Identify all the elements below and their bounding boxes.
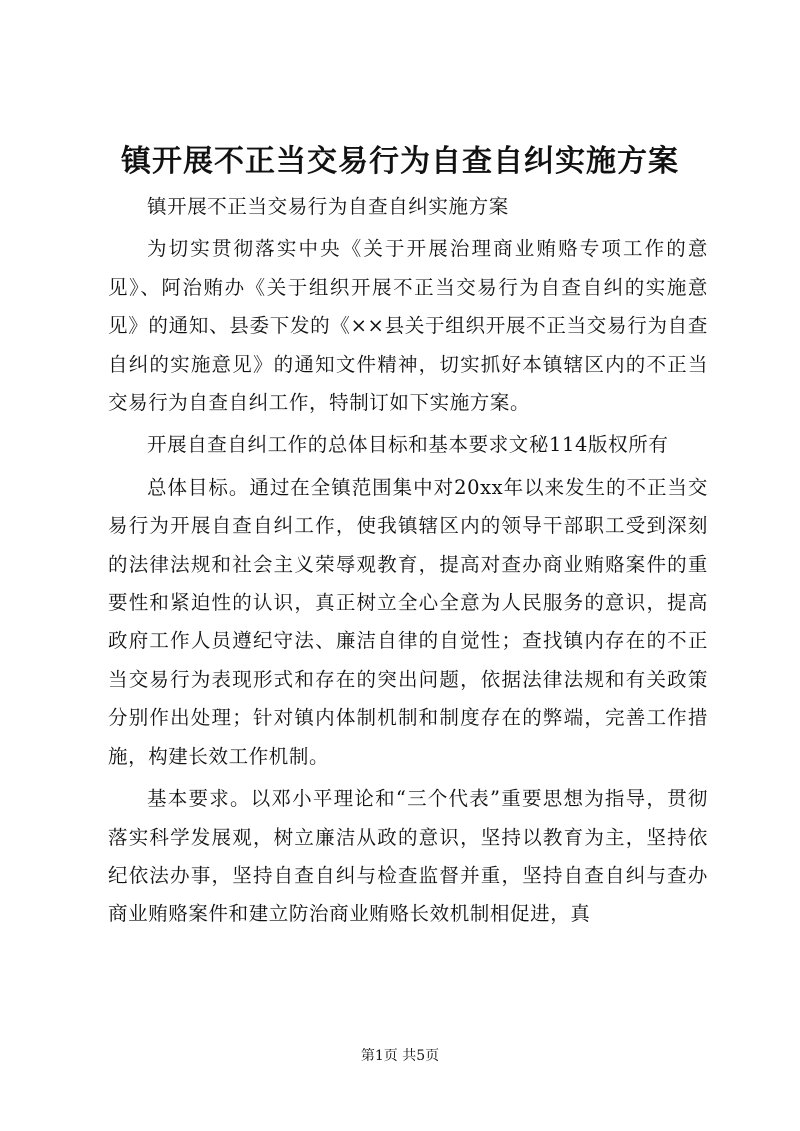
paragraph-intro: 为切实贯彻落实中央《关于开展治理商业贿赂专项工作的意见》、阿治贿办《关于组织开展不正当交易行为自查自纠的实施意见》的通知、县委下发的《××县关于组织开展不正当交易行为自查自纠的实施意见》的通知文件精神，切实抓好本镇辖区内的不正当交易行为自查自纠工作，特制订如下实施方案。 <box>108 237 708 415</box>
paragraph-basic-requirements: 基本要求。以邓小平理论和“三个代表”重要思想为指导，贯彻落实科学发展观，树立廉洁从政的意识，坚持以教育为主，坚持依纪依法办事，坚持自查自纠与检查监督并重，坚持自查自纠与查办商业贿赂案件和建立防治商业贿赂长效机制相促进，真 <box>108 787 708 926</box>
paragraph-overall-goal: 总体目标。通过在全镇范围集中对20xx年以来发生的不正当交易行为开展自查自纠工作，使我镇辖区内的领导干部职工受到深刻的法律法规和社会主义荣辱观教育，提高对查办商业贿赂案件的重要性和紧迫性的认识，真正树立全心全意为人民服务的意识，提高政府工作人员遵纪守法、廉洁自律的自觉性；查找镇内存在的不正当交易行为表现形式和存在的突出问题，依据法律法规和有关政策分别作出处理；针对镇内体制机制和制度存在的弊端，完善工作措施，构建长效工作机制。 <box>108 475 708 768</box>
document-body <box>108 188 708 938</box>
document-title: 镇开展不正当交易行为自查自纠实施方案 <box>121 144 679 179</box>
paragraph-section-heading: 开展自查自纠工作的总体目标和基本要求文秘114版权所有 <box>147 433 669 457</box>
paragraph-subtitle: 镇开展不正当交易行为自查自纠实施方案 <box>147 195 509 218</box>
page-number-footer: 第1页 共5页 <box>360 1048 440 1064</box>
